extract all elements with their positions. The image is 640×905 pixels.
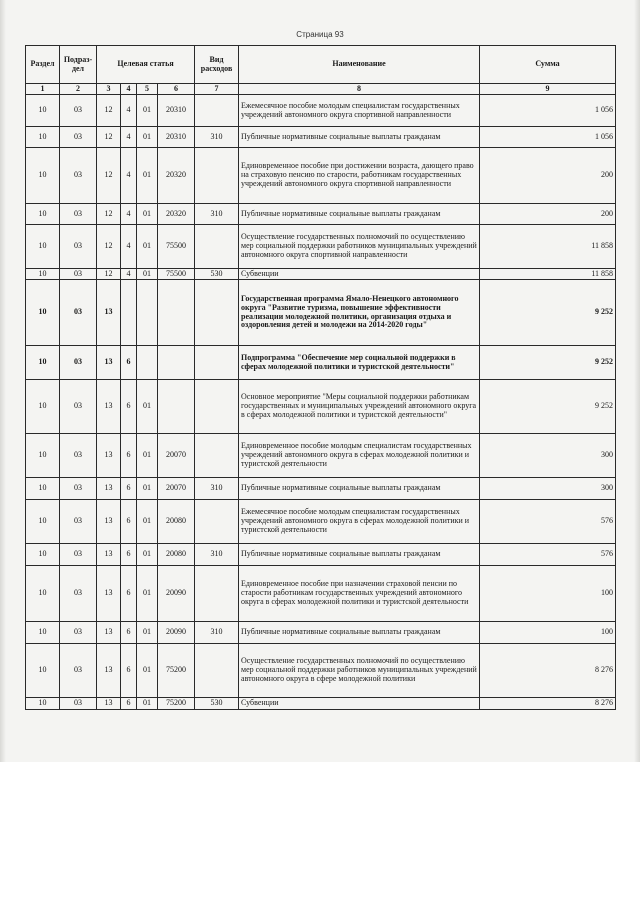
header-razdel: Раздел (26, 46, 60, 84)
col-number: 5 (137, 84, 158, 95)
sum-cell: 300 (480, 434, 616, 478)
expense-type-cell (195, 434, 239, 478)
table-row (26, 566, 616, 622)
podrazdel-cell: 03 (60, 478, 97, 500)
subprogram-code-cell: 6 (121, 698, 137, 710)
program-code-cell: 13 (97, 544, 121, 566)
header-celevaya-statya: Целевая статья (97, 46, 195, 84)
sum-cell: 300 (480, 478, 616, 500)
budget-rows (26, 95, 616, 710)
razdel-cell: 10 (26, 380, 60, 434)
subprogram-code-cell: 6 (121, 380, 137, 434)
subprogram-code-cell: 4 (121, 148, 137, 204)
direction-code-cell (158, 346, 195, 380)
event-code-cell (137, 346, 158, 380)
sum-cell: 11 858 (480, 269, 616, 280)
subprogram-code-cell: 6 (121, 434, 137, 478)
podrazdel-cell: 03 (60, 380, 97, 434)
table-row (26, 225, 616, 269)
subprogram-code-cell: 4 (121, 95, 137, 127)
name-cell: Субвенции (239, 698, 480, 710)
expense-type-cell: 310 (195, 204, 239, 225)
razdel-cell: 10 (26, 644, 60, 698)
direction-code-cell: 20080 (158, 544, 195, 566)
event-code-cell: 01 (137, 269, 158, 280)
program-code-cell: 12 (97, 148, 121, 204)
table-row (26, 544, 616, 566)
name-cell: Публичные нормативные социальные выплаты гражданам (239, 544, 480, 566)
program-code-cell: 13 (97, 346, 121, 380)
name-cell: Публичные нормативные социальные выплаты гражданам (239, 204, 480, 225)
table-row (26, 127, 616, 148)
direction-code-cell: 20070 (158, 434, 195, 478)
header-naimenovanie: Наименование (239, 46, 480, 84)
event-code-cell: 01 (137, 644, 158, 698)
podrazdel-cell: 03 (60, 434, 97, 478)
razdel-cell: 10 (26, 148, 60, 204)
sum-cell: 200 (480, 148, 616, 204)
direction-code-cell (158, 380, 195, 434)
name-cell: Публичные нормативные социальные выплаты гражданам (239, 478, 480, 500)
table-row (26, 500, 616, 544)
event-code-cell: 01 (137, 622, 158, 644)
program-code-cell: 12 (97, 127, 121, 148)
program-code-cell: 13 (97, 566, 121, 622)
event-code-cell: 01 (137, 566, 158, 622)
event-code-cell: 01 (137, 148, 158, 204)
name-cell: Ежемесячное пособие молодым специалистам государственных учреждений автономного округа в сферах молодежной политики и туристской деятельности (239, 500, 480, 544)
event-code-cell: 01 (137, 478, 158, 500)
name-cell: Основное мероприятие "Меры социальной поддержки работникам государственных и муниципальных учреждений автономного округа в сферах молодежной политики и туристской деятельности" (239, 380, 480, 434)
podrazdel-cell: 03 (60, 95, 97, 127)
direction-code-cell (158, 280, 195, 346)
podrazdel-cell: 03 (60, 622, 97, 644)
razdel-cell: 10 (26, 127, 60, 148)
expense-type-cell (195, 225, 239, 269)
col-number: 2 (60, 84, 97, 95)
program-code-cell: 13 (97, 698, 121, 710)
subprogram-code-cell: 6 (121, 500, 137, 544)
razdel-cell: 10 (26, 544, 60, 566)
direction-code-cell: 20090 (158, 566, 195, 622)
col-number: 7 (195, 84, 239, 95)
sum-cell: 9 252 (480, 346, 616, 380)
expense-type-cell: 310 (195, 622, 239, 644)
direction-code-cell: 20320 (158, 204, 195, 225)
podrazdel-cell: 03 (60, 280, 97, 346)
name-cell: Единовременное пособие при достижении возраста, дающего право на страховую пенсию по старости, работникам государственных учреждений автономного округа спортивной направленности (239, 148, 480, 204)
program-code-cell: 13 (97, 478, 121, 500)
name-cell: Публичные нормативные социальные выплаты гражданам (239, 622, 480, 644)
name-cell: Государственная программа Ямало-Ненецкого автономного округа "Развитие туризма, повышение эффективности реализации молодежной политики, организация отдыха и оздоровления детей и молодежи на 2014-2020 годы" (239, 280, 480, 346)
sum-cell: 8 276 (480, 644, 616, 698)
podrazdel-cell: 03 (60, 148, 97, 204)
razdel-cell: 10 (26, 346, 60, 380)
direction-code-cell: 20310 (158, 95, 195, 127)
expense-type-cell: 310 (195, 127, 239, 148)
event-code-cell: 01 (137, 95, 158, 127)
razdel-cell: 10 (26, 698, 60, 710)
podrazdel-cell: 03 (60, 500, 97, 544)
program-code-cell: 12 (97, 95, 121, 127)
name-cell: Единовременное пособие при назначении страховой пенсии по старости работникам государственных учреждений автономного округа в сферах молодежной политики и туристской деятельности (239, 566, 480, 622)
program-code-cell: 13 (97, 434, 121, 478)
podrazdel-cell: 03 (60, 225, 97, 269)
direction-code-cell: 20310 (158, 127, 195, 148)
table-row (26, 95, 616, 127)
sum-cell: 11 858 (480, 225, 616, 269)
program-code-cell: 12 (97, 269, 121, 280)
direction-code-cell: 75500 (158, 269, 195, 280)
subprogram-code-cell: 6 (121, 544, 137, 566)
subprogram-code-cell: 6 (121, 478, 137, 500)
subprogram-code-cell: 4 (121, 269, 137, 280)
razdel-cell: 10 (26, 622, 60, 644)
table-row (26, 346, 616, 380)
expense-type-cell: 310 (195, 544, 239, 566)
event-code-cell: 01 (137, 380, 158, 434)
subprogram-code-cell: 4 (121, 204, 137, 225)
program-code-cell: 13 (97, 500, 121, 544)
sum-cell: 100 (480, 566, 616, 622)
scan-edge-left (0, 0, 6, 762)
razdel-cell: 10 (26, 204, 60, 225)
expense-type-cell: 310 (195, 478, 239, 500)
scan-edge-right (634, 0, 640, 762)
razdel-cell: 10 (26, 95, 60, 127)
sum-cell: 9 252 (480, 380, 616, 434)
razdel-cell: 10 (26, 280, 60, 346)
subprogram-code-cell: 6 (121, 566, 137, 622)
table-row (26, 478, 616, 500)
name-cell: Единовременное пособие молодым специалистам государственных учреждений автономного округа в сферах молодежной политики и туристской деятельности (239, 434, 480, 478)
table-row (26, 622, 616, 644)
col-number: 9 (480, 84, 616, 95)
subprogram-code-cell: 6 (121, 346, 137, 380)
razdel-cell: 10 (26, 478, 60, 500)
podrazdel-cell: 03 (60, 644, 97, 698)
table-row (26, 380, 616, 434)
table-row (26, 644, 616, 698)
direction-code-cell: 20070 (158, 478, 195, 500)
expense-type-cell: 530 (195, 698, 239, 710)
podrazdel-cell: 03 (60, 566, 97, 622)
event-code-cell: 01 (137, 434, 158, 478)
expense-type-cell (195, 380, 239, 434)
podrazdel-cell: 03 (60, 204, 97, 225)
razdel-cell: 10 (26, 434, 60, 478)
table-row (26, 269, 616, 280)
col-number: 6 (158, 84, 195, 95)
name-cell: Субвенции (239, 269, 480, 280)
direction-code-cell: 75200 (158, 644, 195, 698)
header-vid-rashodov: Вид расходов (195, 46, 239, 84)
header-summa: Сумма (480, 46, 616, 84)
program-code-cell: 13 (97, 622, 121, 644)
header-row (26, 46, 616, 84)
sum-cell: 1 056 (480, 127, 616, 148)
col-number: 8 (239, 84, 480, 95)
program-code-cell: 13 (97, 380, 121, 434)
subprogram-code-cell (121, 280, 137, 346)
direction-code-cell: 75200 (158, 698, 195, 710)
expense-type-cell (195, 95, 239, 127)
col-number: 1 (26, 84, 60, 95)
event-code-cell (137, 280, 158, 346)
expense-type-cell (195, 148, 239, 204)
event-code-cell: 01 (137, 204, 158, 225)
event-code-cell: 01 (137, 225, 158, 269)
program-code-cell: 13 (97, 280, 121, 346)
direction-code-cell: 20090 (158, 622, 195, 644)
expense-type-cell: 530 (195, 269, 239, 280)
budget-table (25, 45, 616, 710)
sum-cell: 200 (480, 204, 616, 225)
program-code-cell: 12 (97, 225, 121, 269)
table-row (26, 434, 616, 478)
page-number-label: Страница 93 (296, 30, 344, 39)
podrazdel-cell: 03 (60, 127, 97, 148)
name-cell: Публичные нормативные социальные выплаты гражданам (239, 127, 480, 148)
expense-type-cell (195, 500, 239, 544)
table-row (26, 204, 616, 225)
event-code-cell: 01 (137, 698, 158, 710)
event-code-cell: 01 (137, 544, 158, 566)
event-code-cell: 01 (137, 127, 158, 148)
razdel-cell: 10 (26, 566, 60, 622)
expense-type-cell (195, 280, 239, 346)
sum-cell: 1 056 (480, 95, 616, 127)
header-podrazdel: Подраз-дел (60, 46, 97, 84)
sum-cell: 100 (480, 622, 616, 644)
podrazdel-cell: 03 (60, 269, 97, 280)
col-number: 4 (121, 84, 137, 95)
subprogram-code-cell: 6 (121, 644, 137, 698)
name-cell: Осуществление государственных полномочий по осуществлению мер социальной поддержки работников муниципальных учреждений автономного округа в сфере молодежной политики (239, 644, 480, 698)
sum-cell: 576 (480, 544, 616, 566)
direction-code-cell: 20080 (158, 500, 195, 544)
podrazdel-cell: 03 (60, 698, 97, 710)
expense-type-cell (195, 346, 239, 380)
name-cell: Ежемесячное пособие молодым специалистам государственных учреждений автономного округа спортивной направленности (239, 95, 480, 127)
subprogram-code-cell: 4 (121, 225, 137, 269)
subprogram-code-cell: 4 (121, 127, 137, 148)
sum-cell: 576 (480, 500, 616, 544)
table-row (26, 280, 616, 346)
subprogram-code-cell: 6 (121, 622, 137, 644)
podrazdel-cell: 03 (60, 346, 97, 380)
direction-code-cell: 75500 (158, 225, 195, 269)
program-code-cell: 12 (97, 204, 121, 225)
event-code-cell: 01 (137, 500, 158, 544)
podrazdel-cell: 03 (60, 544, 97, 566)
direction-code-cell: 20320 (158, 148, 195, 204)
program-code-cell: 13 (97, 644, 121, 698)
name-cell: Осуществление государственных полномочий по осуществлению мер социальной поддержки работников муниципальных учреждений автономного округа спортивной направленности (239, 225, 480, 269)
razdel-cell: 10 (26, 500, 60, 544)
razdel-cell: 10 (26, 225, 60, 269)
sum-cell: 8 276 (480, 698, 616, 710)
table-row (26, 698, 616, 710)
expense-type-cell (195, 566, 239, 622)
column-number-row (26, 84, 616, 95)
name-cell: Подпрограмма "Обеспечение мер социальной поддержки в сферах молодежной политики и туристской деятельности" (239, 346, 480, 380)
table-row (26, 148, 616, 204)
sum-cell: 9 252 (480, 280, 616, 346)
col-number: 3 (97, 84, 121, 95)
expense-type-cell (195, 644, 239, 698)
razdel-cell: 10 (26, 269, 60, 280)
